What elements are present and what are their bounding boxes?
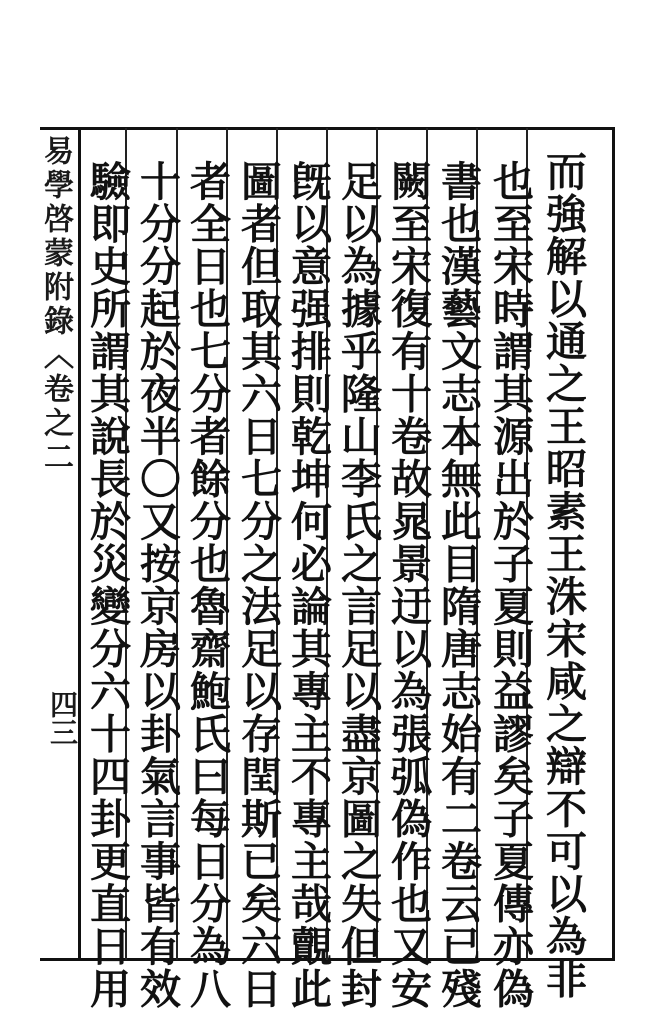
text-column-8: 者全日也七分者餘分也魯齋鮑氏曰每日分為八: [183, 160, 231, 1010]
frame-left-rule: [78, 127, 81, 961]
text-column-1: 而強解以通之王昭素王洙宋咸之辯不可以為非: [539, 150, 587, 1000]
text-column-4: 闕至宋復有十卷故晁景迂以為張弧偽作也又安: [384, 160, 432, 1010]
text-column-9: 十分分起於夜半〇又按京房以卦氣言事皆有效: [133, 160, 181, 1010]
text-column-5: 足以為據乎隆山李氏之言足以盡京圖之失但封: [334, 160, 382, 1010]
text-column-6: 旣以意强排則乾坤何必論其專主不專主哉覿此: [284, 160, 332, 1010]
folio-number: 四三: [46, 690, 79, 746]
text-column-3: 書也漢藝文志本無此目隋唐志始有二卷云已殘: [434, 160, 482, 1010]
text-column-7: 圖者但取其六日七分之法足以存閏斯已矣六日: [234, 160, 282, 1010]
text-column-2: 也至宋時謂其源出於子夏則益謬矣子夏傳亦偽: [486, 160, 534, 1010]
frame-right-rule: [612, 127, 615, 961]
text-column-10: 驗即史所謂其說長於災變分六十四卦更直日用: [83, 160, 131, 1010]
margin-book-title: 易學啓蒙附錄〈卷之二: [38, 135, 73, 475]
